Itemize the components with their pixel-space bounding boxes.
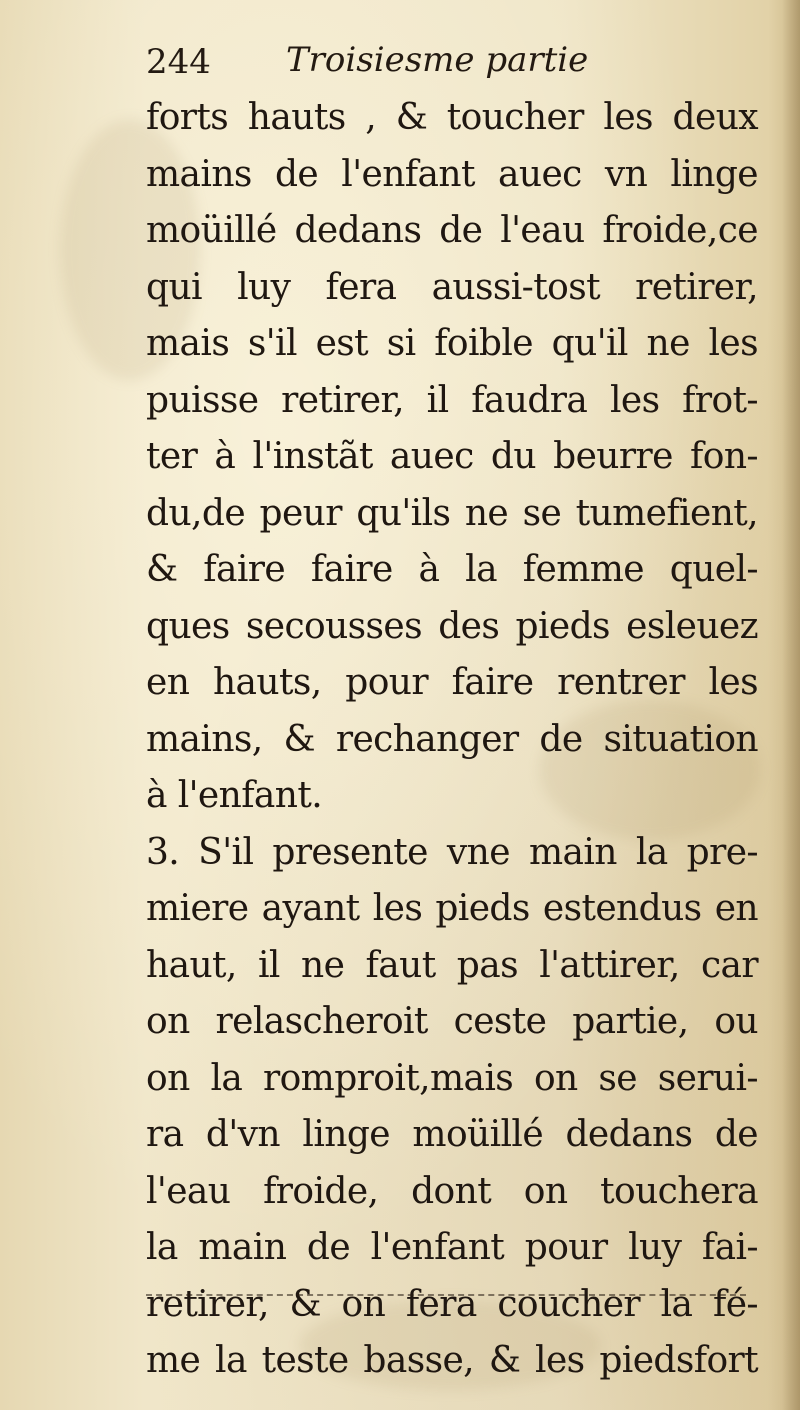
text-line: miere ayant les pieds estendus en: [146, 888, 758, 929]
text-line: & faire faire à la femme quel-: [146, 549, 758, 590]
text-line: du,de peur qu'ils ne se tumefient,: [146, 492, 758, 534]
text-line: l'eau froide, dont on touchera: [146, 1170, 758, 1212]
page-edge-shadow: [782, 0, 800, 1410]
text-line: ra d'vn linge moüillé dedans de: [146, 1114, 758, 1155]
text-line: retirer, & on fera coucher la fé-: [146, 1283, 758, 1325]
text-line: me la teste basse, & les piedsfort: [146, 1340, 758, 1381]
text-line: ques secousses des pieds esleuez: [146, 605, 758, 647]
text-line: la main de l'enfant pour luy fai-: [146, 1227, 758, 1268]
text-line: à l'enfant.: [146, 775, 323, 816]
text-line: mains, & rechanger de situation: [146, 718, 758, 760]
text-line: on la romproit,mais on se serui-: [146, 1057, 758, 1099]
text-line: mains de l'enfant auec vn linge: [146, 153, 758, 195]
text-line: forts hauts , & toucher les deux: [146, 97, 758, 138]
page-header: [146, 38, 766, 88]
text-line: on relascheroit ceste partie, ou: [146, 1001, 758, 1042]
text-line: ter à l'instãt auec du beurre fon-: [146, 436, 758, 477]
text-line: haut, il ne faut pas l'attirer, car: [146, 944, 758, 986]
running-head: Troisiesme partie: [286, 40, 589, 80]
text-line: moüillé dedans de l'eau froide,ce: [146, 210, 758, 251]
body-text: [146, 90, 758, 1390]
page-number: 244: [146, 42, 211, 82]
text-line: 3. S'il presente vne main la pre-: [146, 831, 758, 873]
text-line: qui luy fera aussi-tost retirer,: [146, 266, 758, 308]
text-line: puisse retirer, il faudra les frot-: [146, 379, 758, 421]
text-line: en hauts, pour faire rentrer les: [146, 662, 758, 703]
text-line: mais s'il est si foible qu'il ne les: [146, 323, 758, 364]
bottom-rule: [146, 1294, 746, 1296]
